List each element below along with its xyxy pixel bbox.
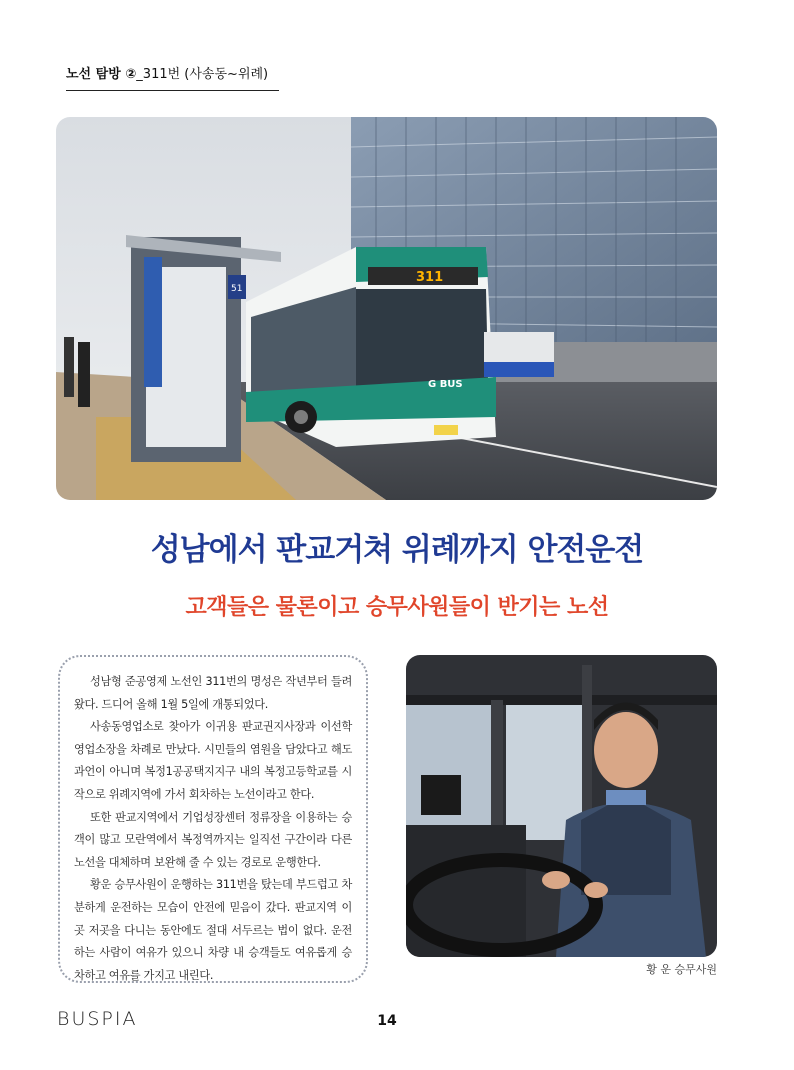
section-route: _311번 (사송동~위례): [136, 67, 269, 82]
section-tag: 노선 탐방 ②: [66, 67, 137, 82]
article-paragraph: 또한 판교지역에서 기업성장센터 정류장을 이용하는 승객이 많고 모란역에서 복정역까지는 일직선 구간이라 다른 노선을 대체하며 보완해 줄 수 있는 경로로 운행한다.: [74, 810, 352, 869]
article-paragraph: 황운 승무사원이 운행하는 311번을 탔는데 부드럽고 차분하게 운전하는 모습이 안전에 믿음이 갔다. 판교지역 이곳 저곳을 다니는 동안에도 절대 서두르는 법이 없다. 운전하는 사람이 여유가 있으니 차량 내 승객들도 여유롭게 승차하고 여유를 가지고 내린다.: [74, 878, 352, 982]
article-paragraph: 사송동영업소로 찾아가 이귀용 판교권지사장과 이선학 영업소장을 차례로 만났다. 시민들의 염원을 담았다고 해도 과언이 아니며 복정1공공택지지구 내의 복정고등학교를 시작으로 위례지역에 가서 회차하는 노선이라고 한다.: [74, 720, 352, 801]
bus-logo: G BUS: [428, 379, 463, 390]
driver-photo: [406, 655, 717, 957]
subheadline: 고객들은 물론이고 승무사원들이 반기는 노선: [185, 595, 609, 620]
hero-photo: [56, 117, 717, 500]
article-box: [58, 655, 368, 983]
page-number: 14: [377, 1013, 397, 1029]
bus-route-display: 311: [416, 270, 444, 285]
article-paragraph: 성남형 준공영제 노선인 311번의 명성은 작년부터 들려왔다. 드디어 올해 1월 5일에 개통되었다.: [74, 675, 352, 711]
photo-caption: 황 운 승무사원: [646, 963, 717, 976]
brand-logo: BUSPIA: [57, 1008, 138, 1030]
stop-sign-number: 51: [231, 284, 243, 294]
section-label: [66, 63, 279, 91]
headline: 성남에서 판교거쳐 위례까지 안전운전: [150, 532, 644, 568]
